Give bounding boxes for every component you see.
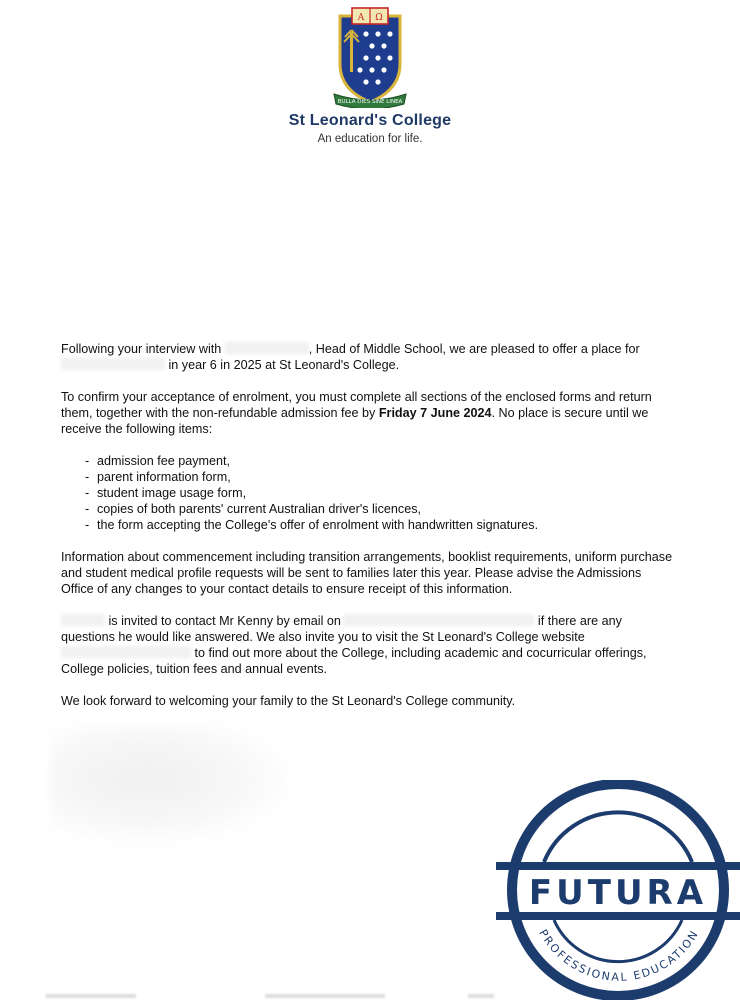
text-segment: , Head of Middle School, we are pleased to offer a place for [308,342,640,356]
school-crest-icon [332,6,408,108]
text-segment: is invited to contact Mr Kenny by email on [105,614,345,628]
text-segment: . No place is secure until we receive the following items: [61,406,649,436]
stamp-name: FUTURA [528,873,708,913]
svg-text:A: A [357,13,365,23]
stamp-subtitle: PROFESSIONAL EDUCATION [536,927,702,984]
redacted-student-name [61,358,165,370]
redacted-website [61,646,191,658]
redacted-footer [46,994,136,998]
paragraph-confirm [61,389,676,437]
redacted-student-name [61,614,105,626]
list-item: - copies of both parents' current Australian driver's licences, [85,501,676,517]
list-item: - admission fee payment, [85,453,676,469]
list-item: - the form accepting the College's offer of enrolment with handwritten signatures. [85,517,676,533]
paragraph-interview [61,341,676,373]
text-segment: in year 6 in 2025 at St Leonard's College. [165,358,400,372]
text-segment: Following your interview with [61,342,225,356]
deadline-date: Friday 7 June 2024 [378,406,492,420]
svg-text:Ω: Ω [375,13,383,23]
college-tagline: An education for life. [317,133,423,145]
text-segment: To confirm your acceptance of enrolment, you must complete all sections of the enclosed forms and return them, together with the non-refundable admission fee by [61,390,652,420]
required-items-list [61,453,676,533]
letter-body [61,341,676,725]
redacted-name [225,342,309,354]
college-name: St Leonard's College [288,112,452,129]
paragraph-commencement: Information about commencement including transition arrangements, booklist requirements, uniform purchase and student medical profile requests will be sent to families later this year. Please advise the Admissions Office of any changes to your contact details to ensure receipt of this information. [61,550,673,596]
paragraph-closing: We look forward to welcoming your family to the St Leonard's College community. [61,694,516,708]
futura-stamp-icon [490,780,740,1000]
redacted-email [344,614,534,626]
svg-text:BULLA DIES SINE LINEA: BULLA DIES SINE LINEA [337,99,403,105]
text-segment: if there are any questions he would like answered. We also invite you to visit the St Leonard's College website [61,614,622,644]
list-item: - parent information form, [85,469,676,485]
letterhead [0,6,740,145]
text-segment: to find out more about the College, including academic and cocurricular offerings, College policies, tuition fees and annual events. [61,646,647,676]
redacted-footer [265,994,385,998]
paragraph-contact [61,613,676,677]
list-item: - student image usage form, [85,485,676,501]
redacted-signature-block [50,725,290,845]
